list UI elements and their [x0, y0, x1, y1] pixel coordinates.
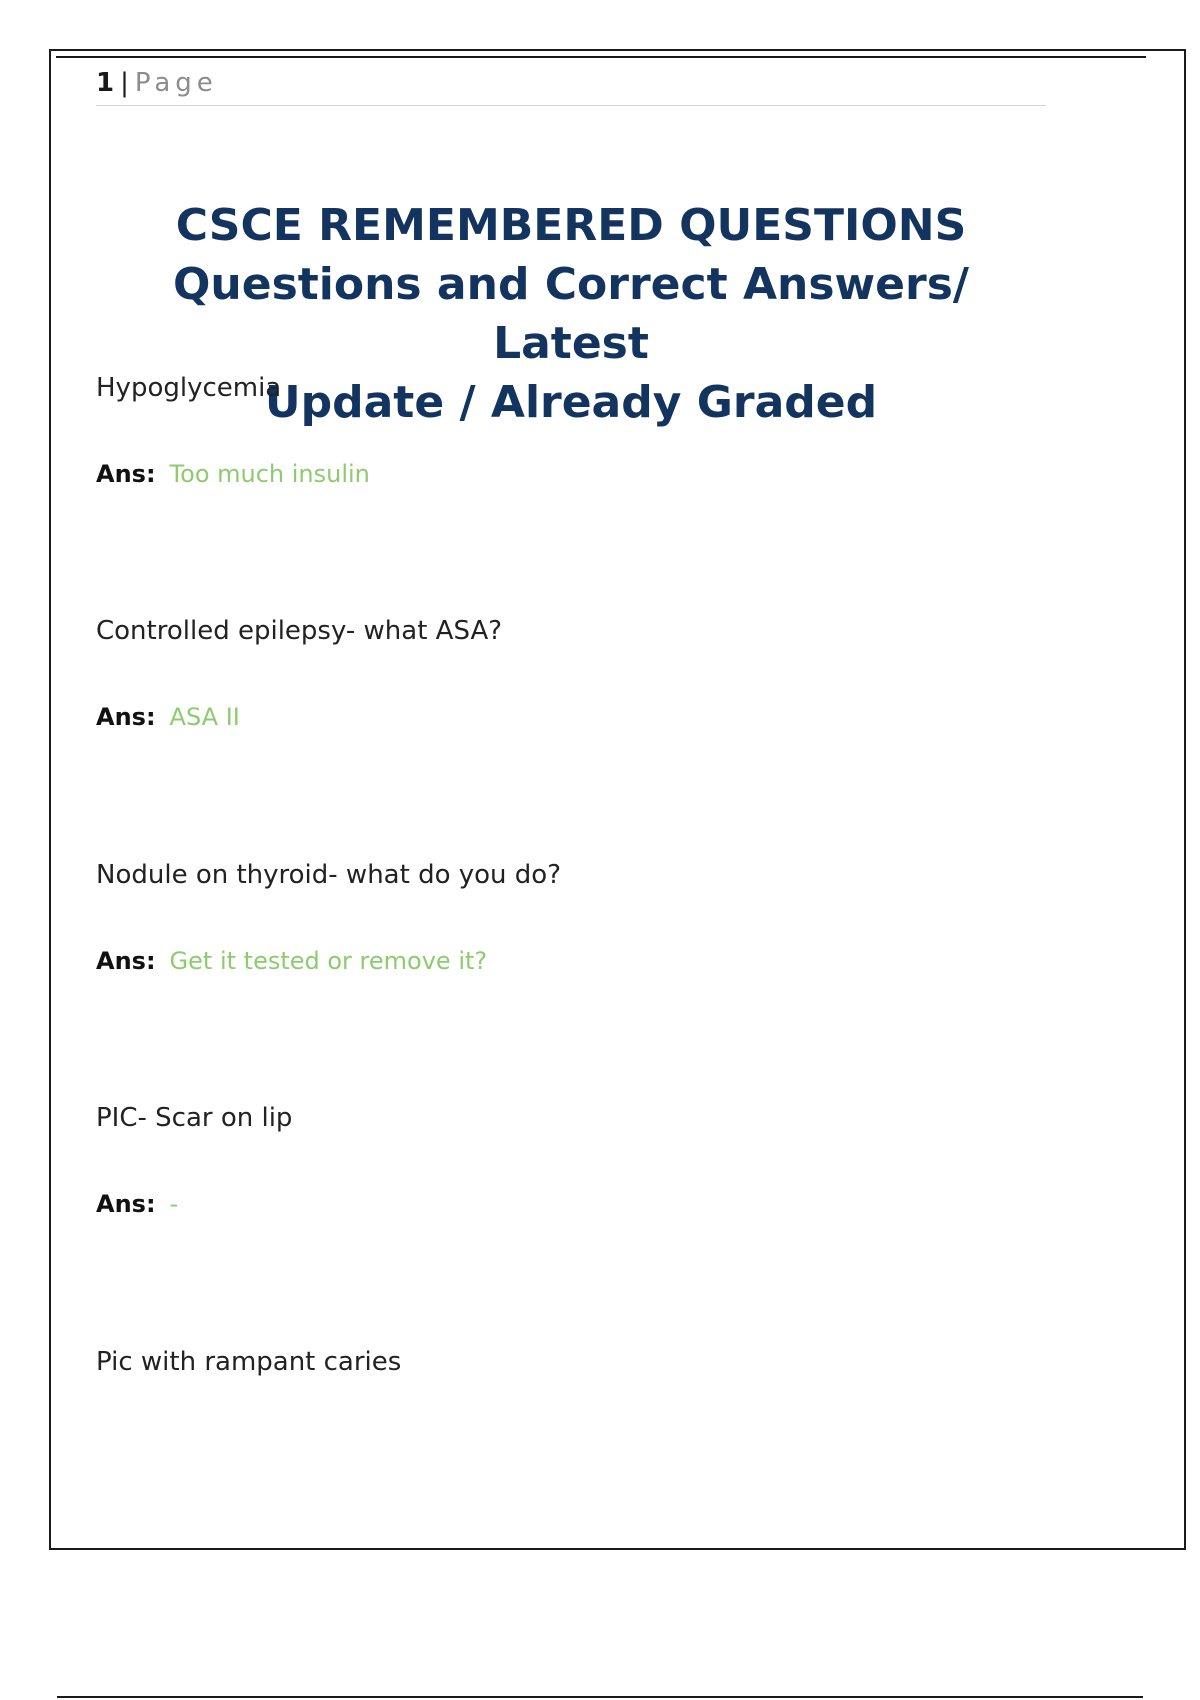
- page-number-separator: |: [120, 68, 129, 98]
- page-number: 1: [96, 68, 115, 98]
- answer-text: ASA II: [169, 703, 240, 731]
- next-page-top-rule: [57, 1696, 1143, 1698]
- page-header: [96, 66, 1046, 106]
- answer-label: Ans:: [96, 460, 156, 488]
- answer-label: Ans:: [96, 947, 156, 975]
- answer-text: -: [169, 1190, 179, 1218]
- qa-item: [96, 857, 1046, 975]
- qa-item: [96, 1100, 1046, 1218]
- qa-item: [96, 1344, 1046, 1380]
- page-label: Page: [134, 68, 218, 98]
- answer-label: Ans:: [96, 703, 156, 731]
- answer-line: [96, 457, 370, 491]
- header-top-rule: [56, 56, 1146, 58]
- answer-line: [96, 700, 240, 734]
- qa-item: [96, 613, 1046, 731]
- answer-text: Too much insulin: [169, 460, 370, 488]
- answer-line: [96, 1187, 178, 1221]
- answer-label: Ans:: [96, 1190, 156, 1218]
- question-text: Pic with rampant caries: [96, 1347, 402, 1377]
- question-text: Controlled epilepsy- what ASA?: [96, 616, 503, 646]
- title-line-2: Questions and Correct Answers/ Latest: [173, 259, 969, 369]
- title-line-1: CSCE REMEMBERED QUESTIONS: [175, 200, 967, 251]
- question-text: PIC- Scar on lip: [96, 1103, 293, 1133]
- title-line-3: Update / Already Graded: [264, 377, 878, 428]
- question-text: Nodule on thyroid- what do you do?: [96, 860, 561, 890]
- qa-item: [96, 370, 1046, 488]
- question-text: Hypoglycemia: [96, 373, 282, 403]
- answer-text: Get it tested or remove it?: [169, 947, 488, 975]
- answer-line: [96, 944, 487, 978]
